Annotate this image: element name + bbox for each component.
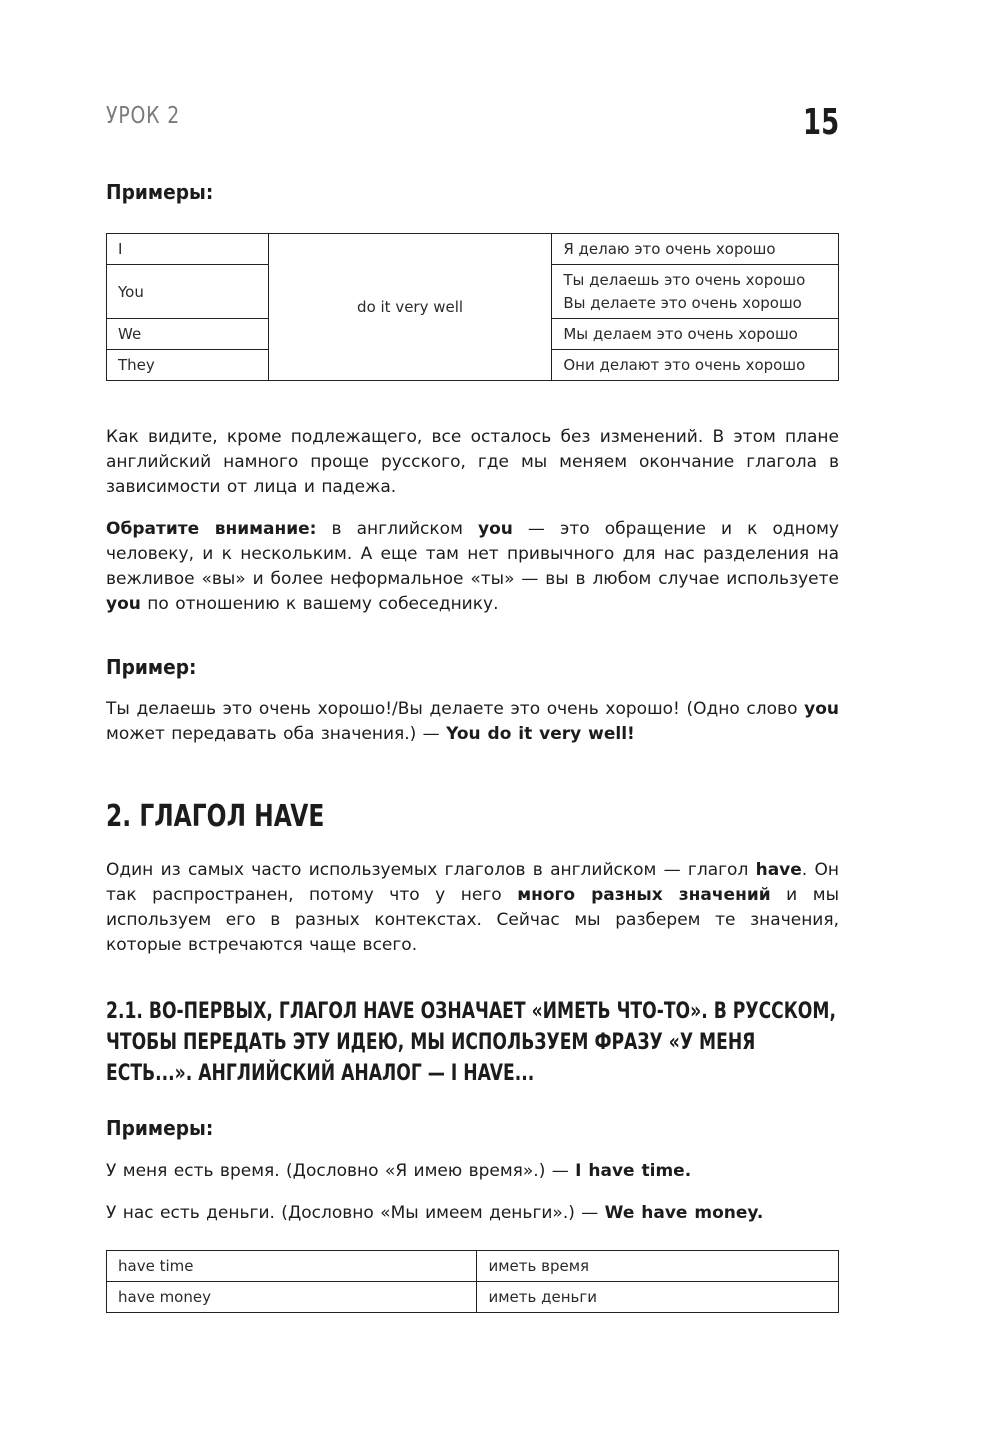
example-line bbox=[106, 1201, 839, 1226]
section-title: 2. ГЛАГОЛ HAVE bbox=[106, 799, 325, 834]
translation-line: Ты делаешь это очень хорошо bbox=[563, 270, 806, 289]
translation-cell: Мы делаем это очень хорошо bbox=[552, 319, 839, 350]
vocab-en-cell: have money bbox=[107, 1282, 477, 1313]
bold-term: We have money. bbox=[604, 1203, 764, 1223]
text-run: У меня есть время. (Дословно «Я имею время».) — bbox=[106, 1161, 576, 1181]
translation-line: Вы делаете это очень хорошо bbox=[563, 293, 802, 312]
text-run: . Он так распространен, потому что у него bbox=[106, 860, 839, 905]
subsection-title: 2.1. ВО-ПЕРВЫХ, ГЛАГОЛ HAVE ОЗНАЧАЕТ «ИМЕТЬ ЧТО-ТО». В РУССКОМ, ЧТОБЫ ПЕРЕДАТЬ ЭТУ ИДЕЮ, МЫ ИСПОЛЬЗУЕМ ФРАЗУ «У МЕНЯ ЕСТЬ...». АНГЛИЙСКИЙ АНАЛОГ — I HAVE... bbox=[106, 999, 836, 1086]
text-run: и мы используем его в разных контекстах. Сейчас мы разберем те значения, которые встречаются чаще всего. bbox=[106, 885, 839, 955]
translation-cell: Я делаю это очень хорошо bbox=[552, 234, 839, 265]
bold-term: you bbox=[804, 699, 839, 719]
bold-term: you bbox=[106, 594, 141, 614]
vocab-ru-cell: иметь время bbox=[477, 1251, 839, 1282]
text-run: Один из самых часто используемых глаголов в английском — глагол bbox=[106, 860, 756, 880]
bold-term: have bbox=[755, 860, 802, 880]
examples-heading-2: Примеры: bbox=[106, 1116, 214, 1140]
text-run: Ты делаешь это очень хорошо!/Вы делаете это очень хорошо! (Одно слово bbox=[106, 699, 805, 719]
example-line bbox=[106, 1159, 839, 1184]
page-number: 15 bbox=[802, 102, 839, 143]
text-run: по отношению к вашему собеседнику. bbox=[140, 594, 499, 614]
vocab-en-cell: have time bbox=[107, 1251, 477, 1282]
text-run: в английском bbox=[316, 519, 478, 539]
examples-heading: Примеры: bbox=[106, 180, 214, 204]
pronoun-cell: We bbox=[107, 319, 269, 350]
text-run: У нас есть деньги. (Дословно «Мы имеем деньги».) — bbox=[106, 1203, 605, 1223]
attention-paragraph bbox=[106, 517, 839, 617]
section-paragraph bbox=[106, 858, 839, 958]
text-run: — это обращение и к одному человеку, и к нескольким. А еще там нет привычного для нас разделения на вежливое «вы» и более неформальное «ты» — вы в любом случае используете bbox=[106, 519, 839, 589]
example-heading: Пример: bbox=[106, 655, 197, 679]
bold-term: you bbox=[477, 519, 513, 539]
bold-term: много разных значений bbox=[517, 885, 771, 905]
pronoun-cell: You bbox=[107, 265, 269, 319]
pronoun-cell: They bbox=[107, 350, 269, 381]
example-paragraph bbox=[106, 697, 839, 747]
conjugation-table bbox=[106, 233, 839, 381]
vocab-table bbox=[106, 1250, 839, 1313]
lesson-label: УРОК 2 bbox=[106, 103, 181, 129]
pronoun-cell: I bbox=[107, 234, 269, 265]
attention-lead: Обратите внимание: bbox=[106, 519, 317, 539]
explanation-paragraph: Как видите, кроме подлежащего, все осталось без изменений. В этом плане английский намного проще русского, где мы меняем окончание глагола в зависимости от лица и падежа. bbox=[106, 427, 839, 497]
bold-term: I have time. bbox=[575, 1161, 692, 1181]
vocab-ru-cell: иметь деньги bbox=[477, 1282, 839, 1313]
text-run: может передавать оба значения.) — bbox=[106, 724, 447, 744]
bold-term: You do it very well! bbox=[446, 724, 635, 744]
page-content bbox=[106, 180, 839, 1313]
verb-phrase-cell: do it very well bbox=[268, 234, 552, 381]
translation-cell: Они делают это очень хорошо bbox=[552, 350, 839, 381]
translation-cell bbox=[552, 265, 839, 319]
